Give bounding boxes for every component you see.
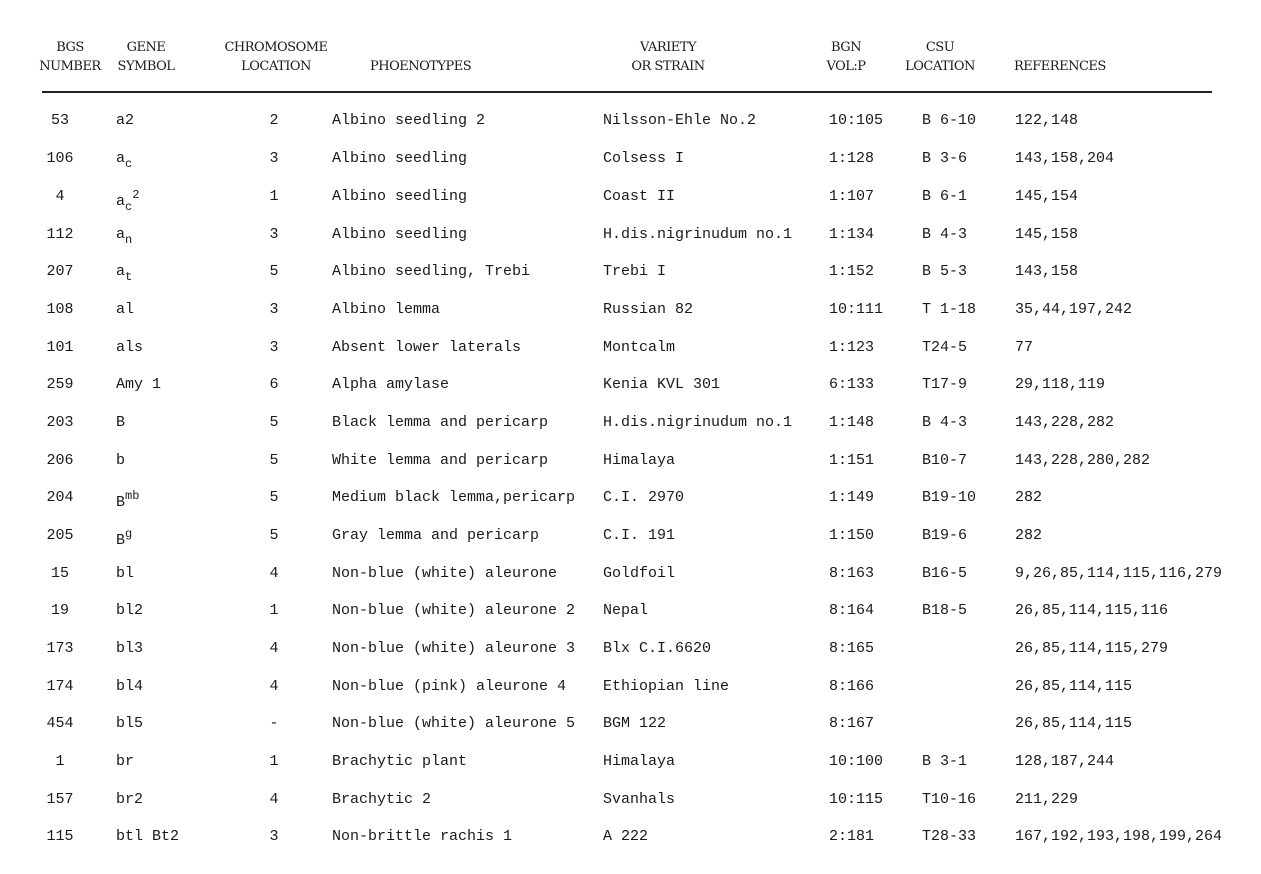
bgs-number-cell: 4 (55, 188, 65, 205)
chromosome-location-cell: 1 (269, 753, 279, 770)
chromosome-location-cell: 5 (269, 263, 279, 280)
gene-symbol-cell (116, 188, 139, 214)
gene-symbol-subscript: t (125, 270, 133, 284)
chromosome-location-cell: 4 (269, 791, 279, 808)
csu-location-cell: B19-6 (922, 527, 968, 544)
table-row (0, 301, 1261, 339)
references-cell: 145,154 (1015, 188, 1079, 205)
phenotype-cell: Non-blue (white) aleurone 3 (332, 640, 576, 657)
references-cell: 143,158,204 (1015, 150, 1115, 167)
references-cell: 167,192,193,198,199,264 (1015, 828, 1223, 845)
references-cell: 26,85,114,115,116 (1015, 602, 1169, 619)
variety-strain-cell: A 222 (603, 828, 649, 845)
gene-symbol-cell (116, 452, 125, 469)
gene-symbol-cell (116, 791, 143, 808)
header-bgs-number (38, 38, 102, 76)
bgn-vol-page-cell: 8:163 (829, 565, 875, 582)
bgn-vol-page-cell: 8:165 (829, 640, 875, 657)
bgs-number-cell: 106 (46, 150, 74, 167)
phenotype-cell: Non-blue (pink) aleurone 4 (332, 678, 567, 695)
bgn-vol-page-cell: 1:149 (829, 489, 875, 506)
gene-symbol-base: B (116, 532, 126, 549)
variety-strain-cell: Himalaya (603, 452, 676, 469)
table-row (0, 565, 1261, 603)
header-csu-location (898, 38, 982, 76)
bgs-number-cell: 101 (46, 339, 74, 356)
bgn-vol-page-cell: 8:164 (829, 602, 875, 619)
variety-strain-cell: Ethiopian line (603, 678, 730, 695)
bgn-vol-page-cell: 10:100 (829, 753, 884, 770)
table-row (0, 678, 1261, 716)
table-row (0, 339, 1261, 377)
gene-symbol-cell (116, 376, 161, 393)
phenotype-cell: Non-blue (white) aleurone 2 (332, 602, 576, 619)
phenotype-cell: Albino seedling (332, 226, 468, 243)
variety-strain-cell: H.dis.nigrinudum no.1 (603, 414, 793, 431)
gene-symbol-cell (116, 226, 132, 247)
phenotype-cell: Albino seedling 2 (332, 112, 486, 129)
bgn-vol-page-cell: 6:133 (829, 376, 875, 393)
chromosome-location-cell: 4 (269, 640, 279, 657)
csu-location-cell: T17-9 (922, 376, 968, 393)
gene-symbol-base: bl5 (116, 715, 144, 732)
gene-symbol-cell (116, 678, 143, 695)
bgn-vol-page-cell: 1:128 (829, 150, 875, 167)
chromosome-location-cell: 4 (269, 565, 279, 582)
chromosome-location-cell: 3 (269, 226, 279, 243)
gene-symbol-cell (116, 339, 143, 356)
phenotype-cell: Non-blue (white) aleurone (332, 565, 558, 582)
references-cell: 143,228,282 (1015, 414, 1115, 431)
references-cell: 77 (1015, 339, 1034, 356)
header-symbol-line2: SYMBOL (117, 59, 175, 74)
gene-symbol-cell (116, 112, 134, 129)
chromosome-location-cell: 5 (269, 527, 279, 544)
phenotype-cell: Albino seedling (332, 188, 468, 205)
bgs-number-cell: 15 (50, 565, 69, 582)
csu-location-cell: B 6-10 (922, 112, 977, 129)
variety-strain-cell: Goldfoil (603, 565, 676, 582)
csu-location-cell: B 3-1 (922, 753, 968, 770)
csu-location-cell: B18-5 (922, 602, 968, 619)
table-row (0, 376, 1261, 414)
bgn-vol-page-cell: 1:150 (829, 527, 875, 544)
gene-symbol-cell (116, 753, 134, 770)
csu-location-cell: T 1-18 (922, 301, 977, 318)
header-bgn-vol (806, 38, 886, 76)
header-bgs-line1: BGS (56, 40, 84, 55)
header-gene-symbol (110, 38, 182, 76)
csu-location-cell: T10-16 (922, 791, 977, 808)
bgn-vol-page-cell: 1:134 (829, 226, 875, 243)
chromosome-location-cell: 3 (269, 301, 279, 318)
header-bgs-line2: NUMBER (39, 59, 101, 74)
bgs-number-cell: 1 (55, 753, 65, 770)
variety-strain-cell: Colsess I (603, 150, 685, 167)
variety-strain-cell: Kenia KVL 301 (603, 376, 721, 393)
table-row (0, 489, 1261, 527)
csu-location-cell: B19-10 (922, 489, 977, 506)
gene-symbol-subscript: c (125, 200, 133, 214)
chromosome-location-cell: 3 (269, 828, 279, 845)
gene-symbol-superscript: 2 (132, 188, 140, 202)
references-cell: 26,85,114,115 (1015, 678, 1133, 695)
phenotype-cell: White lemma and pericarp (332, 452, 549, 469)
bgs-number-cell: 205 (46, 527, 74, 544)
phenotype-cell: Medium black lemma,pericarp (332, 489, 576, 506)
table-row (0, 527, 1261, 565)
csu-location-cell: B 4-3 (922, 414, 968, 431)
phenotype-cell: Albino lemma (332, 301, 441, 318)
variety-strain-cell: Nepal (603, 602, 649, 619)
gene-symbol-cell (116, 715, 143, 732)
references-cell: 282 (1015, 489, 1043, 506)
gene-symbol-cell (116, 565, 134, 582)
gene-symbol-base: al (116, 301, 135, 318)
references-cell: 26,85,114,115 (1015, 715, 1133, 732)
table-row (0, 150, 1261, 188)
bgs-number-cell: 454 (46, 715, 74, 732)
chromosome-location-cell: 2 (269, 112, 279, 129)
phenotype-cell: Non-brittle rachis 1 (332, 828, 513, 845)
bgn-vol-page-cell: 1:107 (829, 188, 875, 205)
references-cell: 145,158 (1015, 226, 1079, 243)
bgs-number-cell: 112 (46, 226, 74, 243)
phenotype-cell: Absent lower laterals (332, 339, 522, 356)
gene-symbol-base: a (116, 193, 126, 210)
variety-strain-cell: Himalaya (603, 753, 676, 770)
gene-symbol-cell (116, 414, 125, 431)
bgs-number-cell: 203 (46, 414, 74, 431)
gene-symbol-base: Amy 1 (116, 376, 162, 393)
bgn-vol-page-cell: 8:166 (829, 678, 875, 695)
phenotype-cell: Albino seedling (332, 150, 468, 167)
header-symbol-line1: GENE (126, 40, 166, 55)
references-cell: 282 (1015, 527, 1043, 544)
gene-symbol-base: b (116, 452, 126, 469)
header-chromosome-location (224, 38, 328, 76)
bgs-number-cell: 204 (46, 489, 74, 506)
bgn-vol-page-cell: 1:152 (829, 263, 875, 280)
header-bgn-line1: BGN (830, 40, 862, 55)
gene-symbol-base: btl Bt2 (116, 828, 180, 845)
gene-symbol-base: a2 (116, 112, 135, 129)
variety-strain-cell: Nilsson-Ehle No.2 (603, 112, 757, 129)
csu-location-cell: B 4-3 (922, 226, 968, 243)
variety-strain-cell: H.dis.nigrinudum no.1 (603, 226, 793, 243)
csu-location-cell: B16-5 (922, 565, 968, 582)
header-bgn-line2: VOL:P (826, 59, 866, 74)
variety-strain-cell: Montcalm (603, 339, 676, 356)
bgn-vol-page-cell: 10:115 (829, 791, 884, 808)
header-references-line1: REFERENCES (1014, 59, 1106, 74)
table-row (0, 640, 1261, 678)
gene-symbol-base: a (116, 226, 126, 243)
phenotype-cell: Non-blue (white) aleurone 5 (332, 715, 576, 732)
csu-location-cell: T24-5 (922, 339, 968, 356)
bgn-vol-page-cell: 1:148 (829, 414, 875, 431)
gene-symbol-cell (116, 150, 132, 171)
table-row (0, 188, 1261, 226)
gene-symbol-cell (116, 263, 132, 284)
bgn-vol-page-cell: 1:123 (829, 339, 875, 356)
table-row (0, 263, 1261, 301)
csu-location-cell: B 6-1 (922, 188, 968, 205)
phenotype-cell: Alpha amylase (332, 376, 450, 393)
header-csu-line1: CSU (925, 40, 955, 55)
gene-symbol-base: a (116, 150, 126, 167)
header-chromosome-line2: LOCATION (241, 59, 311, 74)
variety-strain-cell: BGM 122 (603, 715, 667, 732)
references-cell: 143,158 (1015, 263, 1079, 280)
header-phenotypes-line1: PHOENOTYPES (370, 59, 472, 74)
gene-symbol-base: br (116, 753, 135, 770)
phenotype-cell: Black lemma and pericarp (332, 414, 549, 431)
gene-symbol-cell (116, 602, 143, 619)
table-row (0, 226, 1261, 264)
gene-symbol-base: bl3 (116, 640, 144, 657)
gene-symbol-cell (116, 301, 134, 318)
references-cell: 26,85,114,115,279 (1015, 640, 1169, 657)
variety-strain-cell: C.I. 2970 (603, 489, 685, 506)
header-divider (42, 91, 1212, 93)
bgn-vol-page-cell: 1:151 (829, 452, 875, 469)
gene-symbol-base: B (116, 414, 126, 431)
bgn-vol-page-cell: 10:105 (829, 112, 884, 129)
chromosome-location-cell: 1 (269, 188, 279, 205)
table-row (0, 112, 1261, 150)
header-variety-line1: VARIETY (639, 40, 697, 55)
header-references (1014, 57, 1106, 76)
table-row (0, 828, 1261, 866)
bgn-vol-page-cell: 2:181 (829, 828, 875, 845)
csu-location-cell: B 3-6 (922, 150, 968, 167)
table-row (0, 715, 1261, 753)
header-chromosome-line1: CHROMOSOME (224, 40, 328, 55)
references-cell: 128,187,244 (1015, 753, 1115, 770)
gene-symbol-base: bl2 (116, 602, 144, 619)
variety-strain-cell: Coast II (603, 188, 676, 205)
chromosome-location-cell: 5 (269, 452, 279, 469)
bgs-number-cell: 108 (46, 301, 74, 318)
bgs-number-cell: 206 (46, 452, 74, 469)
table-row (0, 414, 1261, 452)
gene-symbol-cell (116, 489, 139, 511)
gene-symbol-base: bl4 (116, 678, 144, 695)
bgs-number-cell: 173 (46, 640, 74, 657)
bgs-number-cell: 53 (50, 112, 69, 129)
gene-symbol-superscript: mb (125, 489, 140, 503)
phenotype-cell: Brachytic 2 (332, 791, 432, 808)
phenotype-cell: Gray lemma and pericarp (332, 527, 540, 544)
references-cell: 29,118,119 (1015, 376, 1106, 393)
chromosome-location-cell: 5 (269, 489, 279, 506)
csu-location-cell: B10-7 (922, 452, 968, 469)
chromosome-location-cell: - (269, 715, 279, 732)
gene-symbol-cell (116, 828, 179, 845)
chromosome-location-cell: 4 (269, 678, 279, 695)
phenotype-cell: Albino seedling, Trebi (332, 263, 531, 280)
header-variety-strain (618, 38, 718, 76)
header-variety-line2: OR STRAIN (631, 59, 705, 74)
table-row (0, 602, 1261, 640)
bgs-number-cell: 259 (46, 376, 74, 393)
references-cell: 35,44,197,242 (1015, 301, 1133, 318)
bgs-number-cell: 157 (46, 791, 74, 808)
header-csu-line2: LOCATION (905, 59, 975, 74)
chromosome-location-cell: 3 (269, 339, 279, 356)
bgs-number-cell: 19 (50, 602, 69, 619)
variety-strain-cell: C.I. 191 (603, 527, 676, 544)
references-cell: 9,26,85,114,115,116,279 (1015, 565, 1223, 582)
chromosome-location-cell: 6 (269, 376, 279, 393)
gene-symbol-subscript: n (125, 233, 133, 247)
gene-symbol-base: als (116, 339, 144, 356)
gene-symbol-superscript: g (125, 527, 133, 541)
chromosome-location-cell: 5 (269, 414, 279, 431)
table-row (0, 452, 1261, 490)
gene-symbol-subscript: c (125, 157, 133, 171)
variety-strain-cell: Trebi I (603, 263, 667, 280)
phenotype-cell: Brachytic plant (332, 753, 468, 770)
bgs-number-cell: 174 (46, 678, 74, 695)
variety-strain-cell: Svanhals (603, 791, 676, 808)
gene-symbol-base: a (116, 263, 126, 280)
chromosome-location-cell: 3 (269, 150, 279, 167)
gene-symbol-base: br2 (116, 791, 144, 808)
bgs-number-cell: 207 (46, 263, 74, 280)
header-phenotypes (370, 57, 471, 76)
gene-symbol-base: B (116, 494, 126, 511)
chromosome-location-cell: 1 (269, 602, 279, 619)
gene-symbol-cell (116, 527, 132, 549)
bgn-vol-page-cell: 10:111 (829, 301, 884, 318)
table-row (0, 753, 1261, 791)
bgn-vol-page-cell: 8:167 (829, 715, 875, 732)
table-row (0, 791, 1261, 829)
variety-strain-cell: Blx C.I.6620 (603, 640, 712, 657)
references-cell: 211,229 (1015, 791, 1079, 808)
gene-symbol-base: bl (116, 565, 135, 582)
references-cell: 143,228,280,282 (1015, 452, 1151, 469)
bgs-number-cell: 115 (46, 828, 74, 845)
csu-location-cell: B 5-3 (922, 263, 968, 280)
gene-symbol-cell (116, 640, 143, 657)
variety-strain-cell: Russian 82 (603, 301, 694, 318)
references-cell: 122,148 (1015, 112, 1079, 129)
csu-location-cell: T28-33 (922, 828, 977, 845)
